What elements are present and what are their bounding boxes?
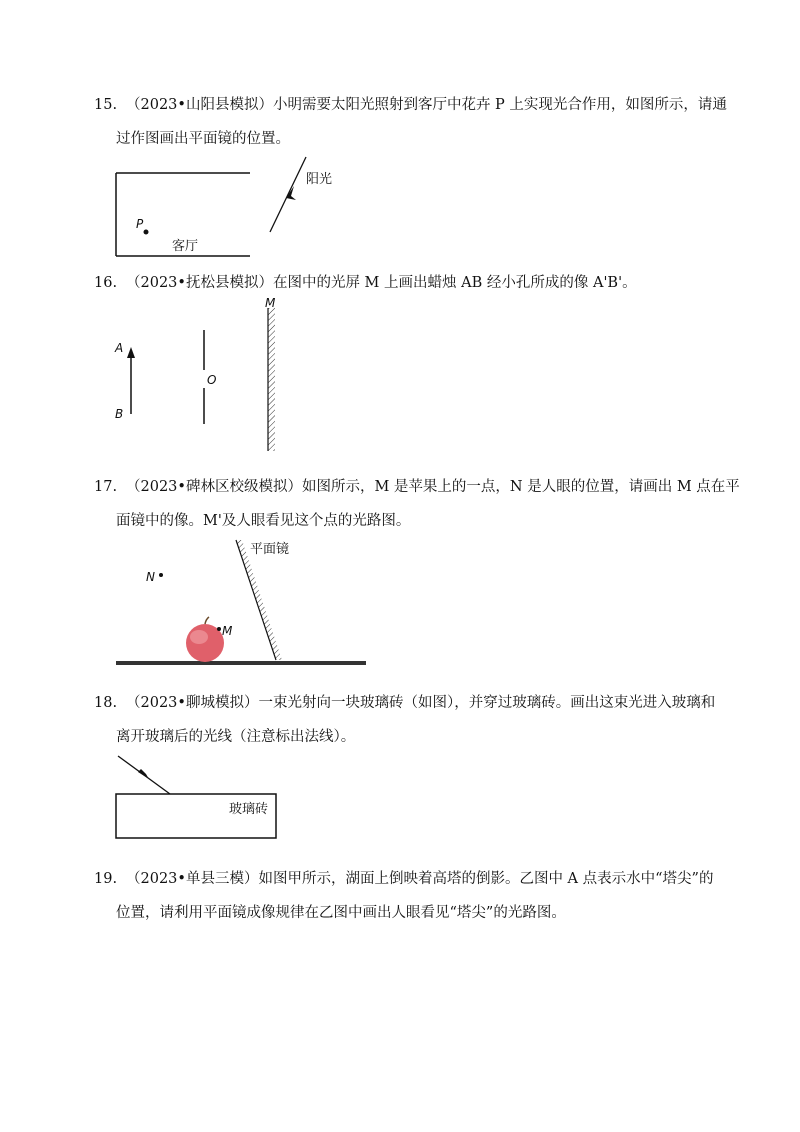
question-number: 15. xyxy=(94,97,118,113)
question-text-continued: 过作图画出平面镜的位置。 xyxy=(116,131,290,147)
question-text: （2023•聊城模拟）一束光射向一块玻璃砖（如图），并穿过玻璃砖。画出这束光进入玻璃和 xyxy=(126,695,716,711)
question-number: 18. xyxy=(94,695,118,711)
question-number: 17. xyxy=(94,479,118,495)
question-text: （2023•碑林区校级模拟）如图所示，M 是苹果上的一点，N 是人眼的位置，请画出 M 点在平 xyxy=(126,479,740,495)
question-number: 19. xyxy=(94,871,118,887)
question-text: （2023•抚松县模拟）在图中的光屏 M 上画出蜡烛 AB 经小孔所成的像 A'B'。 xyxy=(126,275,637,291)
question-text: （2023•单县三模）如图甲所示，湖面上倒映着高塔的倒影。乙图中 A 点表示水中“塔尖”的 xyxy=(126,871,714,887)
question-number: 16. xyxy=(94,275,118,291)
question-19 xyxy=(94,862,714,930)
label-o: O xyxy=(207,373,217,387)
label-mirror: 平面镜 xyxy=(250,542,290,557)
label-living-room: 客厅 xyxy=(172,239,199,254)
question-text-continued: 面镜中的像。M'及人眼看见这个点的光路图。 xyxy=(116,513,411,529)
question-text: （2023•山阳县模拟）小明需要太阳光照射到客厅中花卉 P 上实现光合作用，如图所示，请通 xyxy=(126,97,727,113)
incident-ray xyxy=(118,756,170,794)
label-p: P xyxy=(136,217,144,231)
label-a: A xyxy=(115,341,124,355)
question-text-continued: 离开玻璃后的光线（注意标出法线）。 xyxy=(116,729,356,745)
label-n: N xyxy=(146,570,155,584)
label-sunlight: 阳光 xyxy=(306,172,333,187)
label-b: B xyxy=(115,407,124,421)
label-m: M xyxy=(222,624,233,638)
label-m: M xyxy=(265,296,276,310)
question-text-continued: 位置，请利用平面镜成像规律在乙图中画出人眼看见“塔尖”的光路图。 xyxy=(116,905,566,921)
label-glass: 玻璃砖 xyxy=(229,802,269,817)
